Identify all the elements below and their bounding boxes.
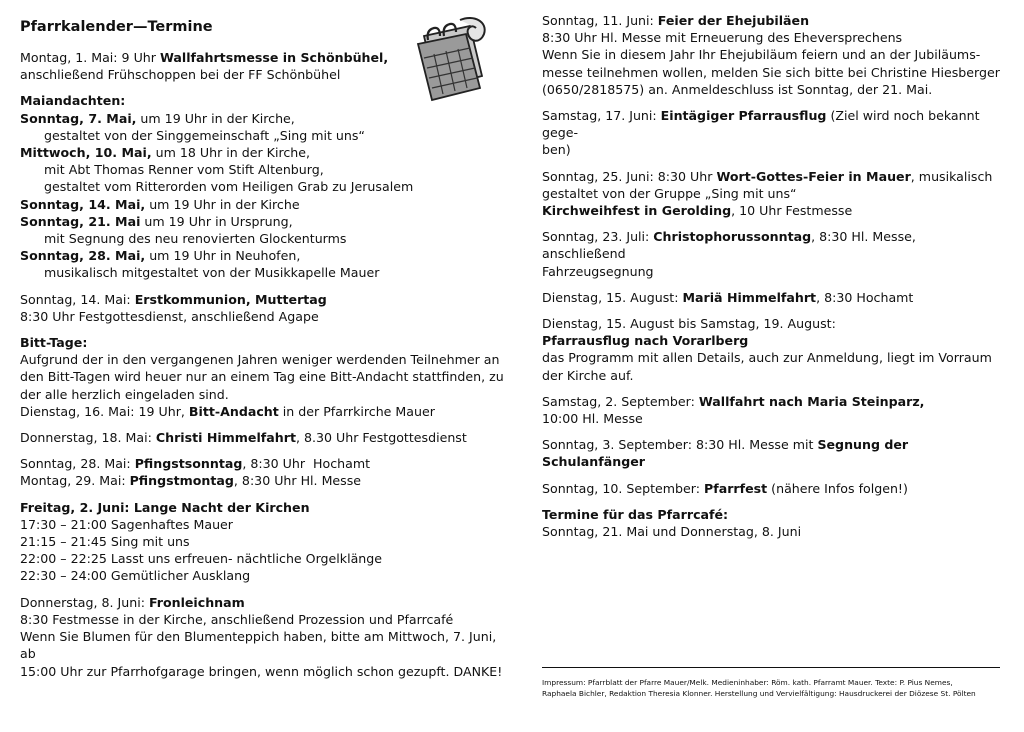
left-column: [20, 18, 510, 689]
entry-vorarlberg: Dienstag, 15. August bis Samstag, 19. August: Pfarrausflug nach Vorarlberg das Programm mit allen Details, auch zur Anmeldung, liegt im Vorraum der Kirche auf.: [542, 316, 992, 383]
entry-ehejubilaeen: Sonntag, 11. Juni: Feier der Ehejubiläen 8:30 Uhr Hl. Messe mit Erneuerung des Eheversprechens Wenn Sie in diesem Jahr Ihr Ehejubiläum feiern und an der Jubiläums- messe teilnehmen wollen, melden Sie sich bitte bei Christine Hiesberger (0650/2818575) an. Anmeldeschluss ist Sonntag, der 21. Mai.: [542, 13, 1000, 97]
entry-mai1: Montag, 1. Mai: 9 Uhr Wallfahrtsmesse in Schönbühel, anschließend Frühschoppen bei der FF Schönbühel: [20, 50, 389, 83]
page-title: Pfarrkalender—Termine: [20, 19, 213, 35]
entry-wort-gottes-feier: Sonntag, 25. Juni: 8:30 Uhr Wort-Gottes-Feier in Mauer, musikalisch gestaltet von der Gruppe „Sing mit uns“ Kirchweihfest in Gerolding, 10 Uhr Festmesse: [542, 168, 993, 219]
section-lange-nacht: [20, 499, 510, 585]
entry-pfingsten: Sonntag, 28. Mai: Pfingstsonntag, 8:30 Uhr Hochamt Montag, 29. Mai: Pfingstmontag, 8:30 Uhr Hl. Messe: [20, 456, 371, 489]
entry-fronleichnam: Donnerstag, 8. Juni: Fronleichnam 8:30 Festmesse in der Kirche, anschließend Prozession und Pfarrcafé Wenn Sie Blumen für den Blumenteppich haben, bitte am Mittwoch, 7. Juni, ab 15:00 Uhr zur Pfarrhofgarage bringen, wenn möglich schon gezupft. DANKE!: [20, 594, 503, 679]
section-heading: Termine für das Pfarrcafé:: [542, 506, 729, 522]
entry-mariae-himmelfahrt: Dienstag, 15. August: Mariä Himmelfahrt, 8:30 Hochamt: [542, 289, 914, 305]
entry-pfarrfest: Sonntag, 10. September: Pfarrfest (nähere Infos folgen!): [542, 480, 908, 496]
section-heading: Freitag, 2. Juni: Lange Nacht der Kirchen: [20, 499, 310, 515]
entry-pfarrcafe: Termine für das Pfarrcafé: Sonntag, 21. Mai und Donnerstag, 8. Juni: [542, 506, 1002, 540]
entry-christophorus: Sonntag, 23. Juli: Christophorussonntag, 8:30 Hl. Messe, anschließend Fahrzeugsegnung: [542, 229, 916, 279]
entry-steinparz: Samstag, 2. September: Wallfahrt nach Maria Steinparz, 10:00 Hl. Messe: [542, 393, 925, 427]
impressum-footer: Impressum: Pfarrblatt der Pfarre Mauer/Melk. Medieninhaber: Röm. kath. Pfarramt Mauer. Texte: P. Pius Nemes, Raphaela Bichler, Redaktion Theresia Klonner. Herstellung und Vervielfältigung: Hausdruckerei der Diözese St. Pölten: [542, 667, 1000, 699]
section-maiandachten: Maiandachten: Sonntag, 7. Mai, um 19 Uhr in der Kirche, gestaltet von der Singgemeinschaft „Sing mit uns“ Mittwoch, 10. Mai, um 18 Uhr in der Kirche, mit Abt Thomas Renner vom Stift Altenburg, gestaltet vom Ritterorden vom Heiligen Grab zu Jerusalem Sonntag, 14. Mai, um 19 Uhr in der Kirche Sonntag, 21. Mai um 19 Uhr in Ursprung, mit Segnung des neu renovierten Glockenturms Sonntag, 28. Mai, um 19 Uhr in Neuhofen, musikalisch mitgestaltet von der Musikkapelle Mauer: [20, 92, 510, 281]
entry-schulanfaenger: Sonntag, 3. September: 8:30 Hl. Messe mit Segnung der Schulanfänger: [542, 437, 909, 470]
list-item: 21:15 – 21:45 Sing mit uns: [20, 534, 190, 550]
list-item: 22:30 – 24:00 Gemütlicher Ausklang: [20, 568, 251, 584]
list-item: 22:00 – 22:25 Lasst uns erfreuen- nächtliche Orgelklänge: [20, 551, 383, 567]
list-item: 17:30 – 21:00 Sagenhaftes Mauer: [20, 516, 233, 532]
section-heading: Maiandachten:: [20, 93, 126, 109]
section-heading: Bitt-Tage:: [20, 335, 88, 351]
entry-kommunion: Sonntag, 14. Mai: Erstkommunion, Muttertag 8:30 Uhr Festgottesdienst, anschließend Agape: [20, 291, 327, 324]
section-bitt-tage: Bitt-Tage: Aufgrund der in den vergangenen Jahren weniger werdenden Teilnehmer an den Bitt-Tagen wird heuer nur an einem Tag eine Bitt-Andacht stattfinden, zu der alle herzlich eingeladen sind. Dienstag, 16. Mai: 19 Uhr, Bitt-Andacht in der Pfarrkirche Mauer: [20, 334, 510, 420]
right-column: [542, 12, 1002, 549]
entry-pfarrausflug: Samstag, 17. Juni: Eintägiger Pfarrausflug (Ziel wird noch bekannt gege- ben): [542, 108, 980, 158]
entry-himmelfahrt: Donnerstag, 18. Mai: Christi Himmelfahrt, 8.30 Uhr Festgottesdienst: [20, 430, 467, 446]
